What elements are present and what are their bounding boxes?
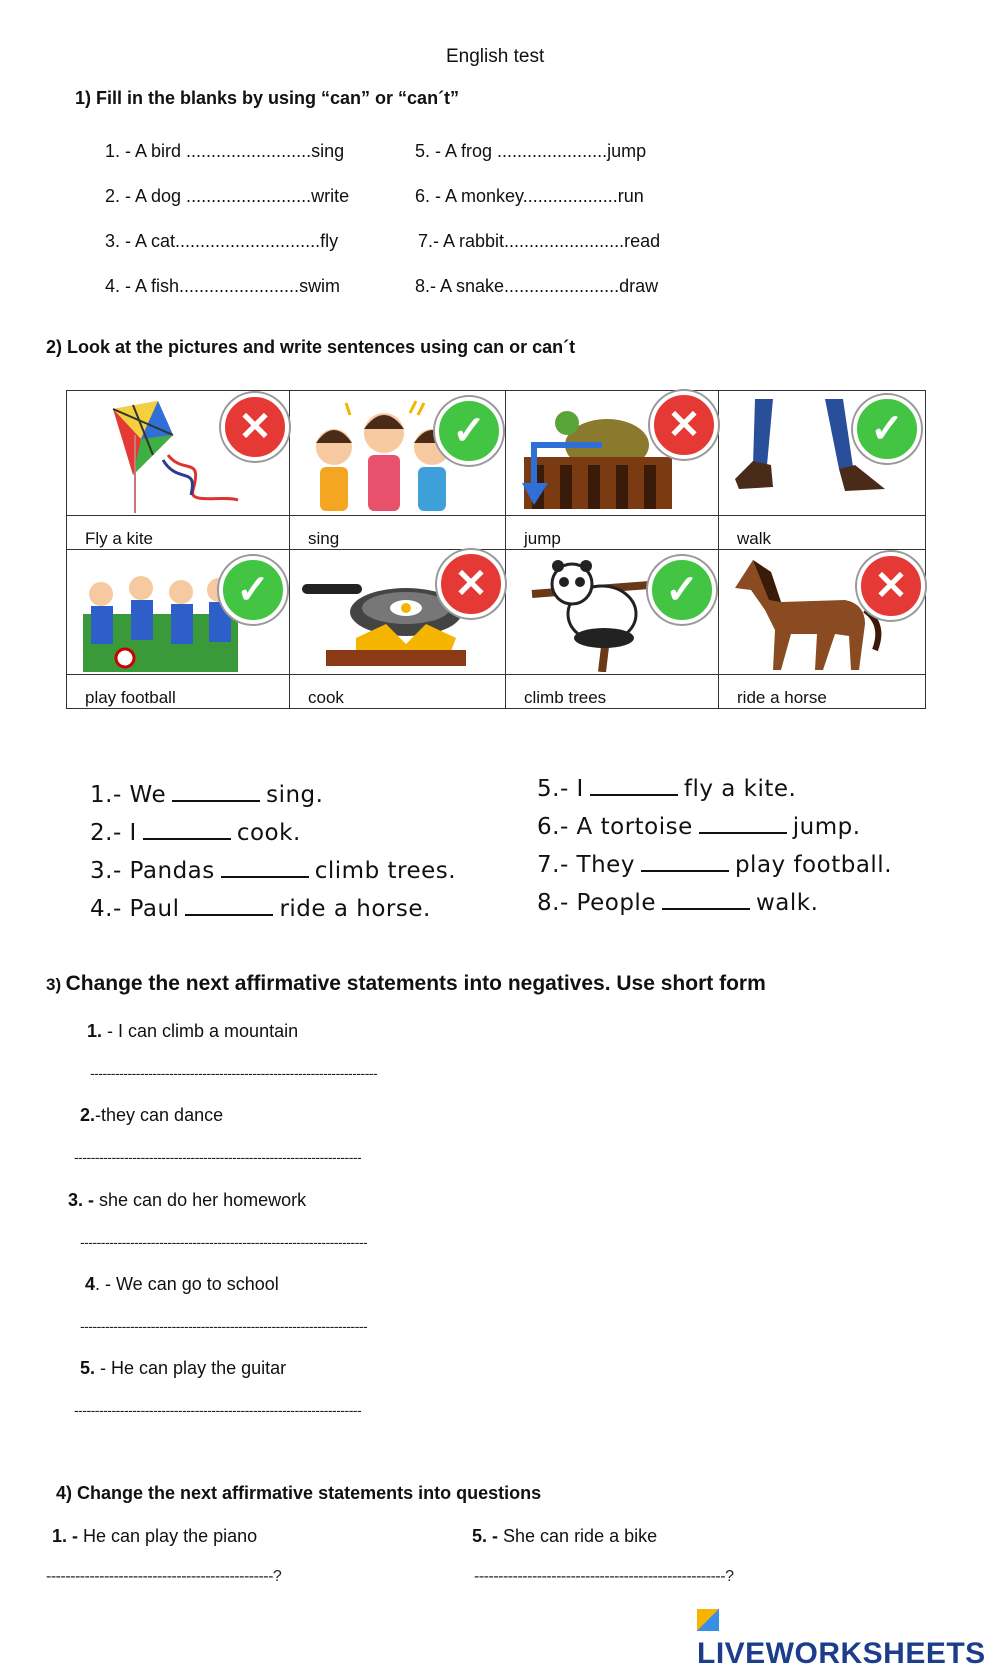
kite-icon	[73, 395, 243, 513]
section3-item: 5. - He can play the guitar	[80, 1358, 287, 1378]
picture-label: sing	[290, 516, 506, 550]
section3-heading	[46, 972, 766, 996]
sentence: 3.- Pandas climb trees.	[90, 858, 457, 884]
check-icon: ✓	[219, 556, 287, 624]
answer-line[interactable]: ---------------------------------------------------------------------	[80, 1318, 368, 1334]
picture-label: climb trees	[506, 675, 719, 709]
answer-line[interactable]: ----------------------------------------------------?	[474, 1568, 734, 1585]
check-icon: ✓	[853, 395, 921, 463]
section4-item: 1. - He can play the piano	[52, 1526, 258, 1546]
sentence: 8.- People walk.	[537, 890, 819, 916]
section1-right-item: 5. - A frog ......................jump	[415, 141, 647, 161]
picture-cell	[719, 391, 926, 516]
sentence: 1.- We sing.	[90, 782, 324, 808]
liveworksheets-logo: LIVEWORKSHEETS	[697, 1603, 1000, 1671]
section1-right-item: 6. - A monkey...................run	[415, 186, 644, 206]
section3-item: 4. - We can go to school	[85, 1274, 279, 1294]
cross-icon: ✕	[221, 393, 289, 461]
picture-label: walk	[719, 516, 926, 550]
section1-right-item: 8.- A snake.......................draw	[415, 276, 659, 296]
picture-cell	[290, 550, 506, 675]
answer-line[interactable]: ---------------------------------------------------------------------	[74, 1149, 362, 1165]
answer-blank[interactable]	[143, 820, 231, 840]
sentence: 4.- Paul ride a horse.	[90, 896, 431, 922]
check-icon: ✓	[648, 556, 716, 624]
section4-item: 5. - She can ride a bike	[472, 1526, 658, 1546]
answer-blank[interactable]	[699, 814, 787, 834]
answer-blank[interactable]	[641, 852, 729, 872]
answer-blank[interactable]	[662, 890, 750, 910]
picture-label: play football	[67, 675, 290, 709]
picture-cell	[719, 550, 926, 675]
picture-cell	[506, 391, 719, 516]
cross-icon: ✕	[650, 391, 718, 459]
section3-title: Change the next affirmative statements into negatives. Use short form	[65, 972, 766, 995]
section4-heading: 4) Change the next affirmative statements into questions	[56, 1483, 542, 1503]
picture-cell	[506, 550, 719, 675]
section3-item: 1. - I can climb a mountain	[87, 1021, 299, 1041]
logo-mark-icon	[697, 1609, 719, 1631]
section3-item: 2.-they can dance	[80, 1105, 224, 1125]
answer-line[interactable]: ---------------------------------------------------------------------	[80, 1234, 368, 1250]
picture-cell	[67, 550, 290, 675]
sentence: 5.- I fly a kite.	[537, 776, 797, 802]
picture-label: jump	[506, 516, 719, 550]
answer-line[interactable]: ---------------------------------------------------------------------	[74, 1402, 362, 1418]
section2-heading: 2) Look at the pictures and write sentences using can or can´t	[46, 337, 576, 357]
answer-blank[interactable]	[221, 858, 309, 878]
answer-blank[interactable]	[172, 782, 260, 802]
answer-line[interactable]: -----------------------------------------------?	[46, 1568, 282, 1585]
check-icon: ✓	[435, 397, 503, 465]
page-title: English test	[446, 46, 545, 67]
section3-item: 3. - she can do her homework	[68, 1190, 307, 1210]
picture-label: cook	[290, 675, 506, 709]
picture-grid	[66, 390, 926, 709]
sentence: 7.- They play football.	[537, 852, 893, 878]
section1-left-item: 1. - A bird .........................sing	[105, 141, 345, 161]
section1-left-item: 2. - A dog .........................write	[105, 186, 350, 206]
picture-cell	[290, 391, 506, 516]
section1-heading: 1) Fill in the blanks by using “can” or “can´t”	[75, 88, 460, 108]
picture-label: Fly a kite	[67, 516, 290, 550]
cross-icon: ✕	[437, 550, 505, 618]
answer-blank[interactable]	[185, 896, 273, 916]
sentence: 2.- I cook.	[90, 820, 301, 846]
section1-left-item: 3. - A cat.............................fly	[105, 231, 339, 251]
section3-number: 3)	[46, 975, 62, 994]
picture-label: ride a horse	[719, 675, 926, 709]
section1-left-item: 4. - A fish........................swim	[105, 276, 341, 296]
answer-line[interactable]: ---------------------------------------------------------------------	[90, 1065, 378, 1081]
sentence: 6.- A tortoise jump.	[537, 814, 861, 840]
answer-blank[interactable]	[590, 776, 678, 796]
cross-icon: ✕	[857, 552, 925, 620]
section1-right-item: 7.- A rabbit........................read	[418, 231, 661, 251]
football-team-icon	[73, 554, 243, 672]
picture-cell	[67, 391, 290, 516]
